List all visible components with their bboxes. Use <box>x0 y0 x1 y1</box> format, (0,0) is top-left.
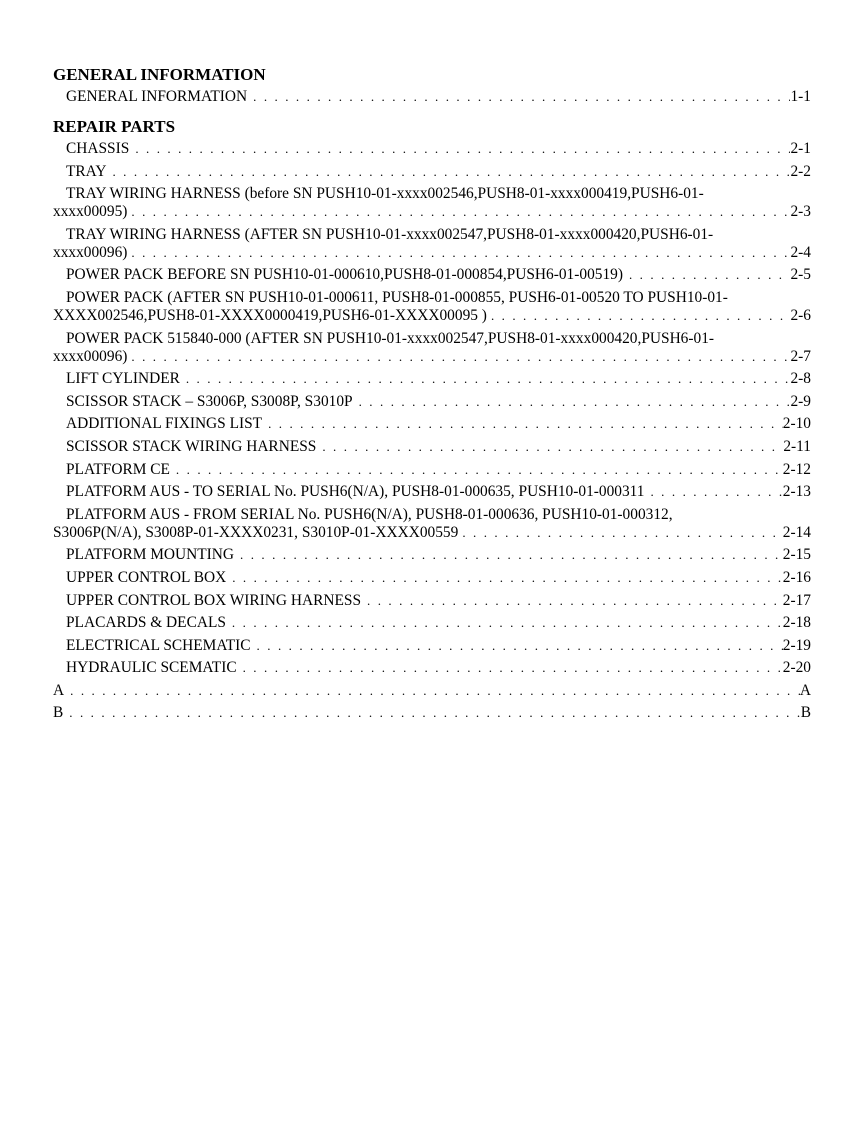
toc-entry-platform-ce[interactable] <box>53 461 811 479</box>
table-of-contents <box>53 64 811 727</box>
toc-page-number: 2-17 <box>782 591 811 609</box>
toc-entry-title: ADDITIONAL FIXINGS LIST <box>66 415 263 433</box>
toc-entry-tray-wiring-harness-before[interactable] <box>53 185 811 221</box>
general-information-section <box>53 64 811 106</box>
toc-entry-power-pack-after[interactable] <box>53 289 811 325</box>
toc-entry-title: UPPER CONTROL BOX WIRING HARNESS <box>66 591 362 609</box>
dot-leader <box>112 163 790 181</box>
dot-leader <box>131 244 790 262</box>
toc-entry-title-line2: xxxx00096) <box>53 243 128 261</box>
toc-entry-lift-cylinder[interactable] <box>53 370 811 388</box>
toc-entry-general-information[interactable] <box>53 88 811 106</box>
toc-page-number: 2-3 <box>790 203 811 221</box>
toc-page-number: 2-14 <box>782 523 811 541</box>
dot-leader <box>629 266 790 284</box>
toc-entry-electrical-schematic[interactable] <box>53 637 811 655</box>
toc-entry-title: SCISSOR STACK WIRING HARNESS <box>66 437 317 455</box>
toc-entry-title-line2-row <box>53 203 811 221</box>
toc-entry-upper-control-box[interactable] <box>53 569 811 587</box>
dot-leader <box>359 393 791 411</box>
dot-leader <box>491 307 791 325</box>
dot-leader <box>131 348 790 366</box>
toc-entry-title-line2: xxxx00095) <box>53 203 128 221</box>
dot-leader <box>131 203 790 221</box>
toc-page-number: 2-1 <box>790 140 811 157</box>
toc-entry-title-line2: xxxx00096) <box>53 347 128 365</box>
toc-page-number: 2-6 <box>790 306 811 324</box>
toc-entry-title-line2-row <box>53 524 811 542</box>
toc-entry-title: CHASSIS <box>66 140 130 157</box>
toc-entry-appendix-b[interactable] <box>53 704 811 722</box>
section-heading-general-information: GENERAL INFORMATION <box>53 65 266 84</box>
toc-entry-hydraulic-schematic[interactable] <box>53 659 811 677</box>
toc-entry-tray[interactable] <box>53 163 811 181</box>
dot-leader <box>240 546 783 564</box>
dot-leader <box>176 461 783 479</box>
toc-entry-title-line2-row <box>53 348 811 366</box>
toc-page-number: 2-4 <box>790 243 811 261</box>
toc-entry-title-line1: TRAY WIRING HARNESS (AFTER SN PUSH10-01-xxxx002547,PUSH8-01-xxxx000420,PUSH6-01- <box>66 225 714 243</box>
toc-entry-tray-wiring-harness-after[interactable] <box>53 226 811 262</box>
toc-entry-title: B <box>53 704 64 722</box>
toc-entry-chassis[interactable] <box>53 140 811 158</box>
toc-page-number: B <box>800 704 811 722</box>
toc-entry-upper-control-box-wiring-harness[interactable] <box>53 592 811 610</box>
toc-entry-title: ELECTRICAL SCHEMATIC <box>66 636 251 654</box>
dot-leader <box>70 682 800 700</box>
toc-entry-power-pack-before[interactable] <box>53 266 811 284</box>
toc-page-number: 2-19 <box>782 636 811 654</box>
dot-leader <box>243 659 783 677</box>
toc-entry-appendix-a[interactable] <box>53 682 811 700</box>
toc-page-number: 2-5 <box>790 266 811 284</box>
toc-entry-title: PLATFORM MOUNTING <box>66 546 235 564</box>
toc-entry-title: UPPER CONTROL BOX <box>66 568 227 586</box>
toc-entry-title: SCISSOR STACK – S3006P, S3008P, S3010P <box>66 392 353 410</box>
section-heading-repair-parts: REPAIR PARTS <box>53 117 176 136</box>
toc-entry-power-pack-515840[interactable] <box>53 330 811 366</box>
dot-leader <box>322 438 783 456</box>
toc-entry-title-line2-row <box>53 244 811 262</box>
dot-leader <box>135 140 790 158</box>
dot-leader <box>232 569 783 587</box>
toc-entry-additional-fixings-list[interactable] <box>53 415 811 433</box>
toc-entry-title-line2: S3006P(N/A), S3008P-01-XXXX0231, S3010P-01-XXXX00559 <box>53 523 459 541</box>
toc-page-number: 2-2 <box>790 162 811 180</box>
toc-page-number: 2-13 <box>782 483 811 501</box>
toc-entry-title-line1: PLATFORM AUS - FROM SERIAL No. PUSH6(N/A), PUSH8-01-000636, PUSH10-01-000312, <box>66 505 673 523</box>
dot-leader <box>462 524 782 542</box>
toc-page-number: A <box>799 681 811 699</box>
toc-page-number: 1-1 <box>790 88 811 105</box>
dot-leader <box>186 370 791 388</box>
toc-entry-title: GENERAL INFORMATION <box>66 88 248 105</box>
toc-entry-title-line2: XXXX002546,PUSH8-01-XXXX0000419,PUSH6-01-XXXX00095 ) <box>53 306 487 324</box>
toc-page-number: 2-7 <box>790 347 811 365</box>
toc-entry-scissor-stack[interactable] <box>53 393 811 411</box>
toc-entry-title: PLACARDS & DECALS <box>66 614 226 632</box>
dot-leader <box>253 88 790 106</box>
toc-page-number: 2-18 <box>782 614 811 632</box>
dot-leader <box>257 637 783 655</box>
toc-entry-title: PLATFORM CE <box>66 460 170 478</box>
toc-entry-title: POWER PACK BEFORE SN PUSH10-01-000610,PUSH8-01-000854,PUSH6-01-00519) <box>66 266 623 284</box>
dot-leader <box>367 592 783 610</box>
dot-leader <box>650 483 782 501</box>
dot-leader <box>69 704 800 722</box>
appendix-section <box>53 682 811 723</box>
toc-entry-platform-aus-to[interactable] <box>53 483 811 501</box>
toc-page-number: 2-16 <box>782 568 811 586</box>
toc-page-number: 2-9 <box>790 392 811 410</box>
toc-entry-platform-aus-from[interactable] <box>53 506 811 542</box>
toc-entry-title-line2-row <box>53 307 811 325</box>
toc-entry-title-line1: POWER PACK (AFTER SN PUSH10-01-000611, PUSH8-01-000855, PUSH6-01-00520 TO PUSH10-01- <box>66 288 728 306</box>
toc-page-number: 2-15 <box>782 546 811 564</box>
toc-entry-title: HYDRAULIC SCEMATIC <box>66 659 237 677</box>
toc-entry-title: TRAY <box>66 162 107 180</box>
toc-entry-scissor-stack-wiring-harness[interactable] <box>53 438 811 456</box>
toc-page-number: 2-12 <box>782 460 811 478</box>
dot-leader <box>268 415 783 433</box>
toc-entry-title: PLATFORM AUS - TO SERIAL No. PUSH6(N/A), PUSH8-01-000635, PUSH10-01-000311 <box>66 483 645 501</box>
toc-page-number: 2-20 <box>782 659 811 677</box>
toc-entry-placards-decals[interactable] <box>53 614 811 632</box>
toc-entry-title: A <box>53 681 65 699</box>
toc-page-number: 2-8 <box>790 370 811 388</box>
toc-entry-title-line1: TRAY WIRING HARNESS (before SN PUSH10-01-xxxx002546,PUSH8-01-xxxx000419,PUSH6-01- <box>66 185 704 203</box>
toc-entry-title-line1: POWER PACK 515840-000 (AFTER SN PUSH10-01-xxxx002547,PUSH8-01-xxxx000420,PUSH6-01- <box>66 329 715 347</box>
toc-page-number: 2-10 <box>782 415 811 433</box>
dot-leader <box>232 614 783 632</box>
repair-parts-section <box>53 116 811 677</box>
toc-entry-platform-mounting[interactable] <box>53 546 811 564</box>
toc-entry-title: LIFT CYLINDER <box>66 370 180 388</box>
toc-page-number: 2-11 <box>783 437 811 455</box>
